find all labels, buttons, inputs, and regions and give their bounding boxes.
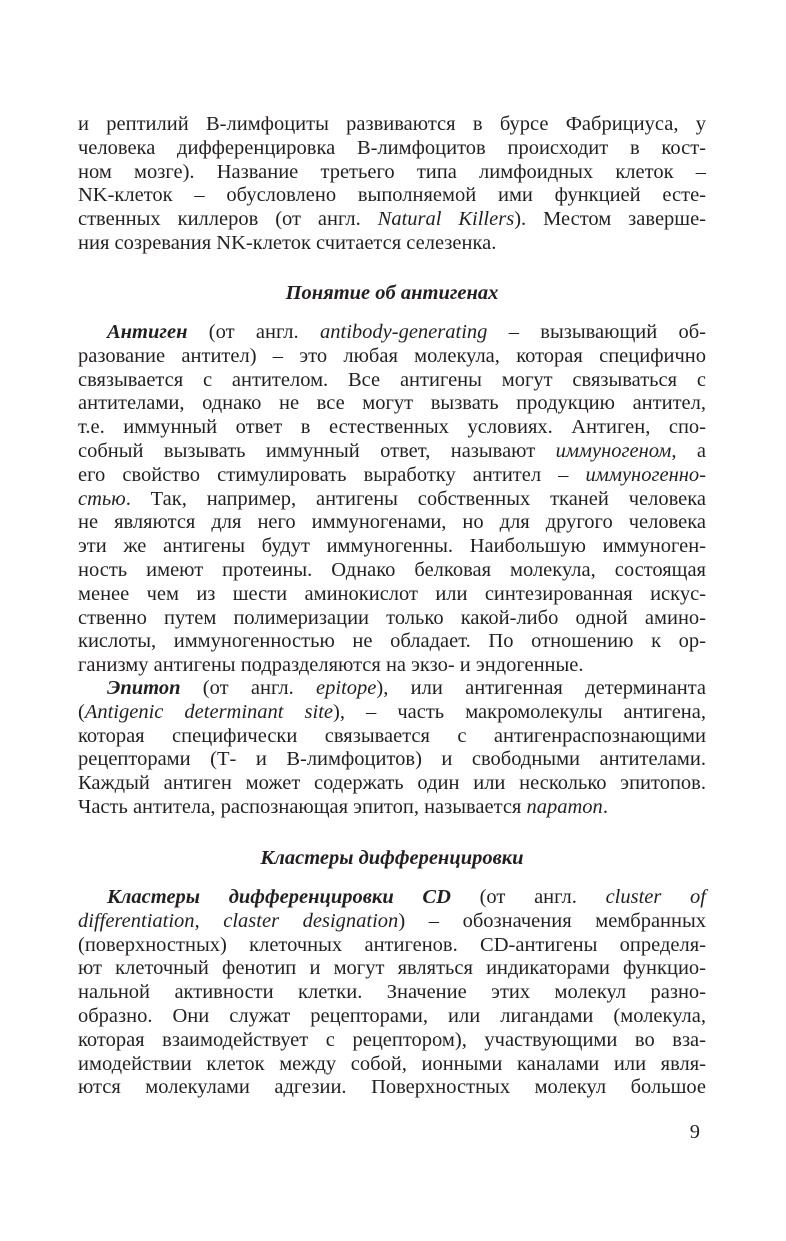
- text-line: [78, 113, 706, 137]
- text-run: ют клеточный фенотип и могут являться индикаторами функцио-: [78, 957, 706, 980]
- text-run: ственно путем полимеризации только какой-либо одной амино-: [78, 606, 706, 629]
- text-run: . Так, например, антигены собственных тканей человека: [125, 487, 706, 510]
- italic-term: Antigenic determinant site: [84, 700, 334, 723]
- italic-term: epitope: [316, 677, 377, 699]
- text-line: [78, 886, 706, 910]
- text-line: [78, 654, 706, 678]
- text-run: его свойство стимулировать выработку антител –: [78, 463, 586, 486]
- text-run: ганизму антигены подразделяются на экзо- и эндогенные.: [78, 654, 584, 677]
- text-run: ственных киллеров (от англ.: [78, 208, 378, 231]
- text-line: [78, 535, 706, 559]
- text-run: антителами, однако не все могут вызвать продукцию антител,: [78, 392, 706, 415]
- text-run: нальной активности клетки. Значение этих молекул разно-: [78, 981, 706, 1004]
- text-line: [78, 488, 706, 512]
- text-run: ). Местом заверше-: [514, 208, 707, 231]
- section-heading-clusters: Кластеры дифференцировки: [260, 847, 524, 869]
- text-line: [78, 630, 706, 654]
- text-line: [78, 701, 706, 725]
- text-line: [78, 369, 706, 393]
- text-run: человека дифференцировка В-лимфоцитов происходит в кост-: [78, 136, 706, 159]
- section-heading-antigens: Понятие об антигенах: [285, 282, 499, 304]
- text-run: разование антител) – это любая молекула, которая специфично: [78, 344, 706, 367]
- italic-term: иммуногенно-: [585, 463, 706, 486]
- text-line: [78, 772, 706, 796]
- text-run: ) – обозначения мембранных: [398, 909, 707, 932]
- text-line: [78, 208, 706, 232]
- text-run: NK-клеток – обусловлено выполняемой ими функцией есте-: [78, 184, 706, 207]
- text-run: не являются для него иммуногенами, но для другого человека: [78, 511, 706, 534]
- bold-term: Кластеры дифференцировки CD: [107, 886, 451, 908]
- text-run: и рептилий В-лимфоциты развиваются в бурсе Фабрициуса, у: [78, 113, 706, 135]
- paragraph-antigen: [78, 321, 706, 678]
- text-line: [78, 1053, 706, 1077]
- text-line: [78, 559, 706, 583]
- text-line: [78, 934, 706, 958]
- text-line: [78, 137, 706, 161]
- italic-term: паратоп: [526, 795, 603, 818]
- text-run: ), или антигенная детерминанта: [376, 677, 706, 699]
- text-run: которая взаимодействует с рецептором), участвующими во вза-: [78, 1028, 706, 1051]
- text-line: [78, 440, 706, 464]
- text-run: кислоты, иммуногенностью не обладает. По отношению к ор-: [78, 630, 706, 653]
- italic-term: antibody-generating: [320, 321, 488, 343]
- italic-term: иммуногеном: [555, 439, 672, 462]
- text-run: .: [602, 795, 608, 818]
- text-run: ность имеют протеины. Однако белковая молекула, состоящая: [78, 558, 706, 581]
- text-line: [78, 392, 706, 416]
- text-run: ном мозге). Название третьего типа лимфоидных клеток –: [78, 160, 706, 183]
- text-run: имодействии клеток между собой, ионными каналами или явля-: [78, 1052, 706, 1075]
- text-run: (от англ.: [180, 677, 317, 699]
- text-line: [78, 957, 706, 981]
- text-line: [78, 607, 706, 631]
- italic-term: cluster of: [605, 886, 707, 908]
- text-run: рецепторами (Т- и В-лимфоцитов) и свободными антителами.: [78, 748, 706, 771]
- text-line: [78, 1029, 706, 1053]
- text-line: [78, 161, 706, 185]
- paragraph-nk-cells: [78, 113, 706, 256]
- text-run: эти же антигены будут иммуногенны. Наибольшую иммуноген-: [78, 535, 706, 558]
- text-run: (: [78, 700, 85, 723]
- text-line: [78, 184, 706, 208]
- text-run: – вызывающий об-: [487, 321, 706, 343]
- text-run: Часть антитела, распознающая эпитоп, называется: [78, 795, 527, 818]
- text-line: [78, 910, 706, 934]
- text-line: [78, 748, 706, 772]
- text-run: (от англ.: [450, 886, 606, 908]
- page-number: 9: [689, 1121, 700, 1143]
- text-line: [78, 511, 706, 535]
- text-line: [78, 321, 706, 345]
- text-run: которая специфически связывается с антигенраспознающими: [78, 724, 706, 747]
- text-run: связывается с антителом. Все антигены могут связываться с: [78, 368, 706, 391]
- paragraph-epitope: [78, 677, 706, 820]
- text-run: образно. Они служат рецепторами, или лигандами (молекула,: [78, 1004, 706, 1027]
- text-run: Каждый антиген может содержать один или несколько эпитопов.: [78, 772, 706, 795]
- text-line: [78, 677, 706, 701]
- text-line: [78, 1005, 706, 1029]
- text-line: [78, 981, 706, 1005]
- text-run: ются молекулами адгезии. Поверхностных молекул большое: [78, 1076, 706, 1099]
- text-run: , а: [671, 439, 706, 462]
- text-line: [78, 583, 706, 607]
- paragraph-cd-clusters: [78, 886, 706, 1100]
- text-run: (от англ.: [187, 321, 320, 343]
- text-line: [78, 232, 706, 256]
- text-run: (поверхностных) клеточных антигенов. CD-антигены определя-: [78, 933, 706, 956]
- text-line: [78, 725, 706, 749]
- bold-term: Эпитоп: [107, 677, 181, 699]
- text-line: [78, 464, 706, 488]
- text-run: ния созревания NK-клеток считается селезенка.: [78, 231, 497, 254]
- italic-term: differentiation, claster designation: [78, 909, 399, 932]
- text-line: [78, 345, 706, 369]
- text-run: менее чем из шести аминокислот или синтезированная искус-: [78, 582, 706, 605]
- italic-term: Natural Killers: [377, 208, 515, 231]
- italic-term: стью: [78, 487, 126, 510]
- text-run: ), – часть макромолекулы антигена,: [333, 700, 706, 723]
- text-line: [78, 416, 706, 440]
- text-line: [78, 1076, 706, 1100]
- bold-term: Антиген: [107, 321, 188, 343]
- text-run: собный вызывать иммунный ответ, называют: [78, 439, 556, 462]
- text-line: [78, 796, 706, 820]
- text-run: т.е. иммунный ответ в естественных условиях. Антиген, спо-: [78, 416, 706, 439]
